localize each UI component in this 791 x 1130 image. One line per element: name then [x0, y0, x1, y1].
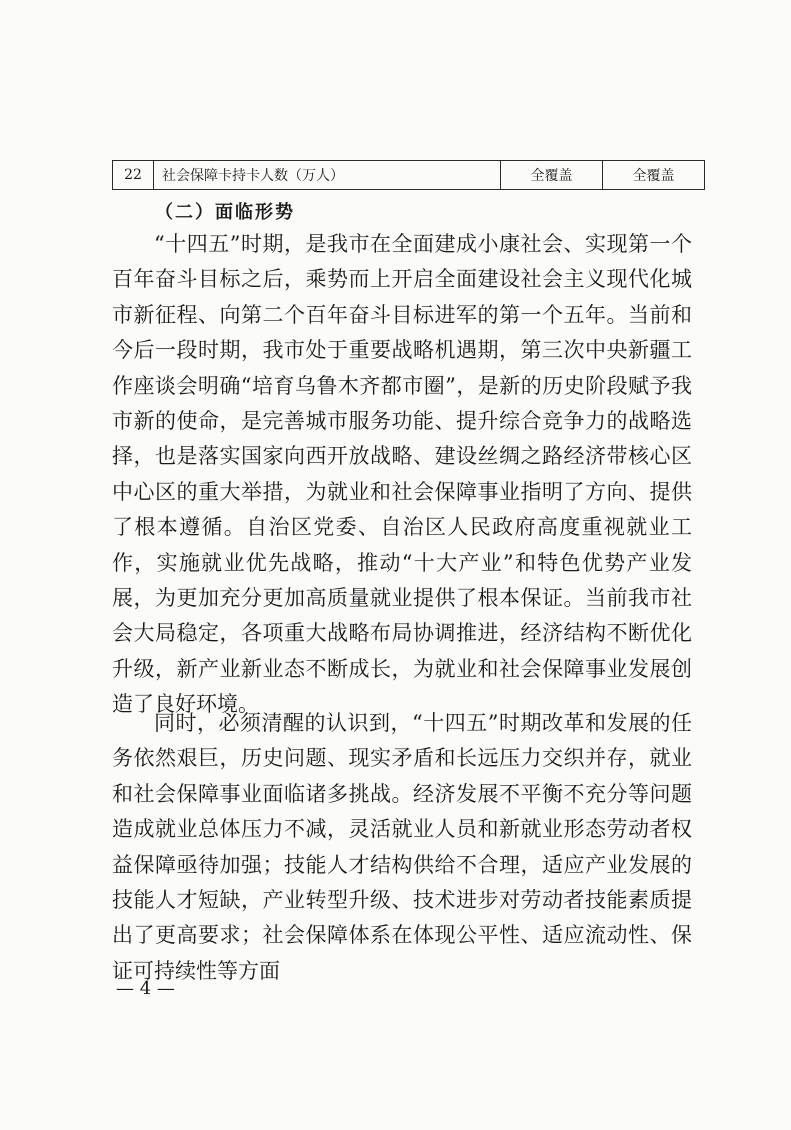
page-number: — 4 — [116, 978, 175, 999]
row-indicator: 社会保障卡持卡人数（万人） [154, 161, 501, 190]
table-row [113, 161, 705, 190]
section-heading: （二）面临形势 [155, 202, 295, 223]
paragraph-1: “十四五”时期，是我市在全面建成小康社会、实现第一个百年奋斗目标之后，乘势而上开启全面建设社会主义现代化城市新征程、向第二个百年奋斗目标进军的第一个五年。当前和今后一段时期，我市处于重要战略机遇期，第三次中央新疆工作座谈会明确“培育乌鲁木齐都市圈”，是新的历史阶段赋予我市新的使命，是完善城市服务功能、提升综合竞争力的战略选择，也是落实国家向西开放战略、建设丝绸之路经济带核心区中心区的重大举措，为就业和社会保障事业指明了方向、提供了根本遵循。自治区党委、自治区人民政府高度重视就业工作，实施就业优先战略，推动“十大产业”和特色优势产业发展，为更加充分更加高质量就业提供了根本保证。当前我市社会大局稳定，各项重大战略布局协调推进，经济结构不断优化升级，新产业新业态不断成长，为就业和社会保障事业发展创造了良好环境。 [112, 232, 692, 717]
paragraph-2: 同时，必须清醒的认识到，“十四五”时期改革和发展的任务依然艰巨，历史问题、现实矛盾和长远压力交织并存，就业和社会保障事业面临诸多挑战。经济发展不平衡不充分等问题造成就业总体压力不减，灵活就业人员和新就业形态劳动者权益保障亟待加强；技能人才结构供给不合理，适应产业发展的技能人才短缺，产业转型升级、技术进步对劳动者技能素质提出了更高要求；社会保障体系在体现公平性、适应流动性、保证可持续性等方面 [112, 711, 692, 983]
row-value-a: 全覆盖 [501, 161, 603, 190]
indicator-table [112, 160, 705, 190]
row-number: 22 [113, 161, 154, 190]
row-value-b: 全覆盖 [603, 161, 705, 190]
